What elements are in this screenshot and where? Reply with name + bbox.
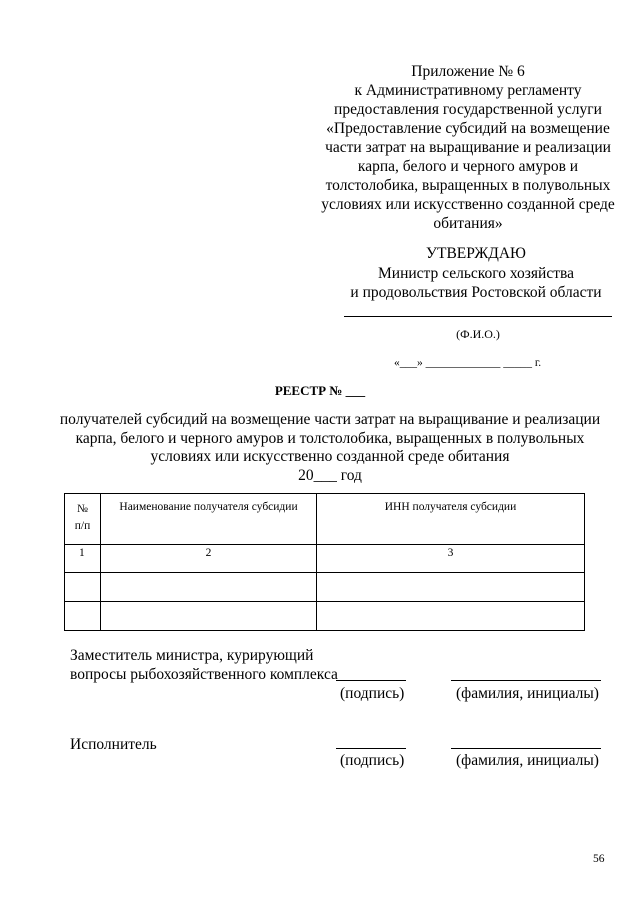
appendix-line: Приложение № 6: [411, 63, 525, 80]
executor-signature-line: [336, 748, 406, 749]
approval-date: «___» _____________ _____ г.: [394, 357, 542, 369]
approval-title: УТВЕРЖДАЮ: [426, 245, 526, 262]
appendix-line: карпа, белого и черного амуров и: [357, 158, 579, 175]
approval-block: [340, 244, 612, 303]
registry-table: [64, 493, 585, 631]
index-cell: 3: [317, 545, 585, 573]
index-cell: 2: [101, 545, 317, 573]
table-row: [65, 602, 585, 631]
appendix-line: «Предоставление субсидий на возмещение: [326, 120, 610, 137]
deputy-title-line2: вопросы рыбохозяйственного комплекса: [70, 666, 338, 683]
executor-label: Исполнитель: [70, 736, 157, 753]
page-number: 56: [593, 853, 605, 865]
executor-name-caption: (фамилия, инициалы): [456, 752, 599, 769]
table-cell: [317, 602, 585, 631]
table-cell: [101, 602, 317, 631]
deputy-name-line: [451, 680, 601, 681]
deputy-signature-caption: (подпись): [340, 685, 405, 702]
appendix-line: предоставления государственной услуги: [334, 101, 602, 118]
appendix-header: [312, 62, 624, 233]
approval-position-line1: Министр сельского хозяйства: [378, 264, 574, 282]
table-cell: [101, 573, 317, 602]
deputy-title-line1: Заместитель министра, курирующий: [70, 647, 314, 664]
index-cell: 1: [65, 545, 101, 573]
registry-year: 20___ год: [298, 466, 362, 484]
appendix-line: условиях или искусственно созданной среде: [321, 196, 615, 213]
appendix-line: к Административному регламенту: [354, 82, 582, 99]
header-inn: ИНН получателя субсидии: [317, 494, 585, 545]
table-cell: [65, 602, 101, 631]
registry-description-line: получателей субсидий на возмещение части затрат на выращивание и реализации: [59, 411, 601, 428]
header-recipient-name: Наименование получателя субсидии: [101, 494, 317, 545]
table-index-row: [65, 545, 585, 573]
executor-name-line: [451, 748, 601, 749]
registry-description-line: условиях или искусственно созданной среде обитания: [150, 448, 510, 465]
appendix-line: обитания»: [433, 215, 503, 232]
table-header-row: [65, 494, 585, 545]
registry-description: [50, 411, 610, 485]
approval-position-line2: и продовольствия Ростовской области: [350, 284, 602, 301]
approval-signature-line: [344, 316, 612, 317]
table-cell: [317, 573, 585, 602]
registry-title: РЕЕСТР № ___: [274, 383, 366, 398]
header-number: № п/п: [65, 494, 101, 545]
executor-signature-caption: (подпись): [340, 752, 405, 769]
table-cell: [65, 573, 101, 602]
approval-fio-caption: (Ф.И.О.): [456, 327, 500, 341]
registry-description-line: карпа, белого и черного амуров и толстолобика, выращенных в полувольных: [75, 429, 585, 447]
appendix-line: части затрат на выращивание и реализации: [325, 139, 611, 156]
deputy-signature-line: [336, 680, 406, 681]
appendix-line: толстолобика, выращенных в полувольных: [325, 177, 611, 194]
deputy-name-caption: (фамилия, инициалы): [456, 685, 599, 702]
table-row: [65, 573, 585, 602]
